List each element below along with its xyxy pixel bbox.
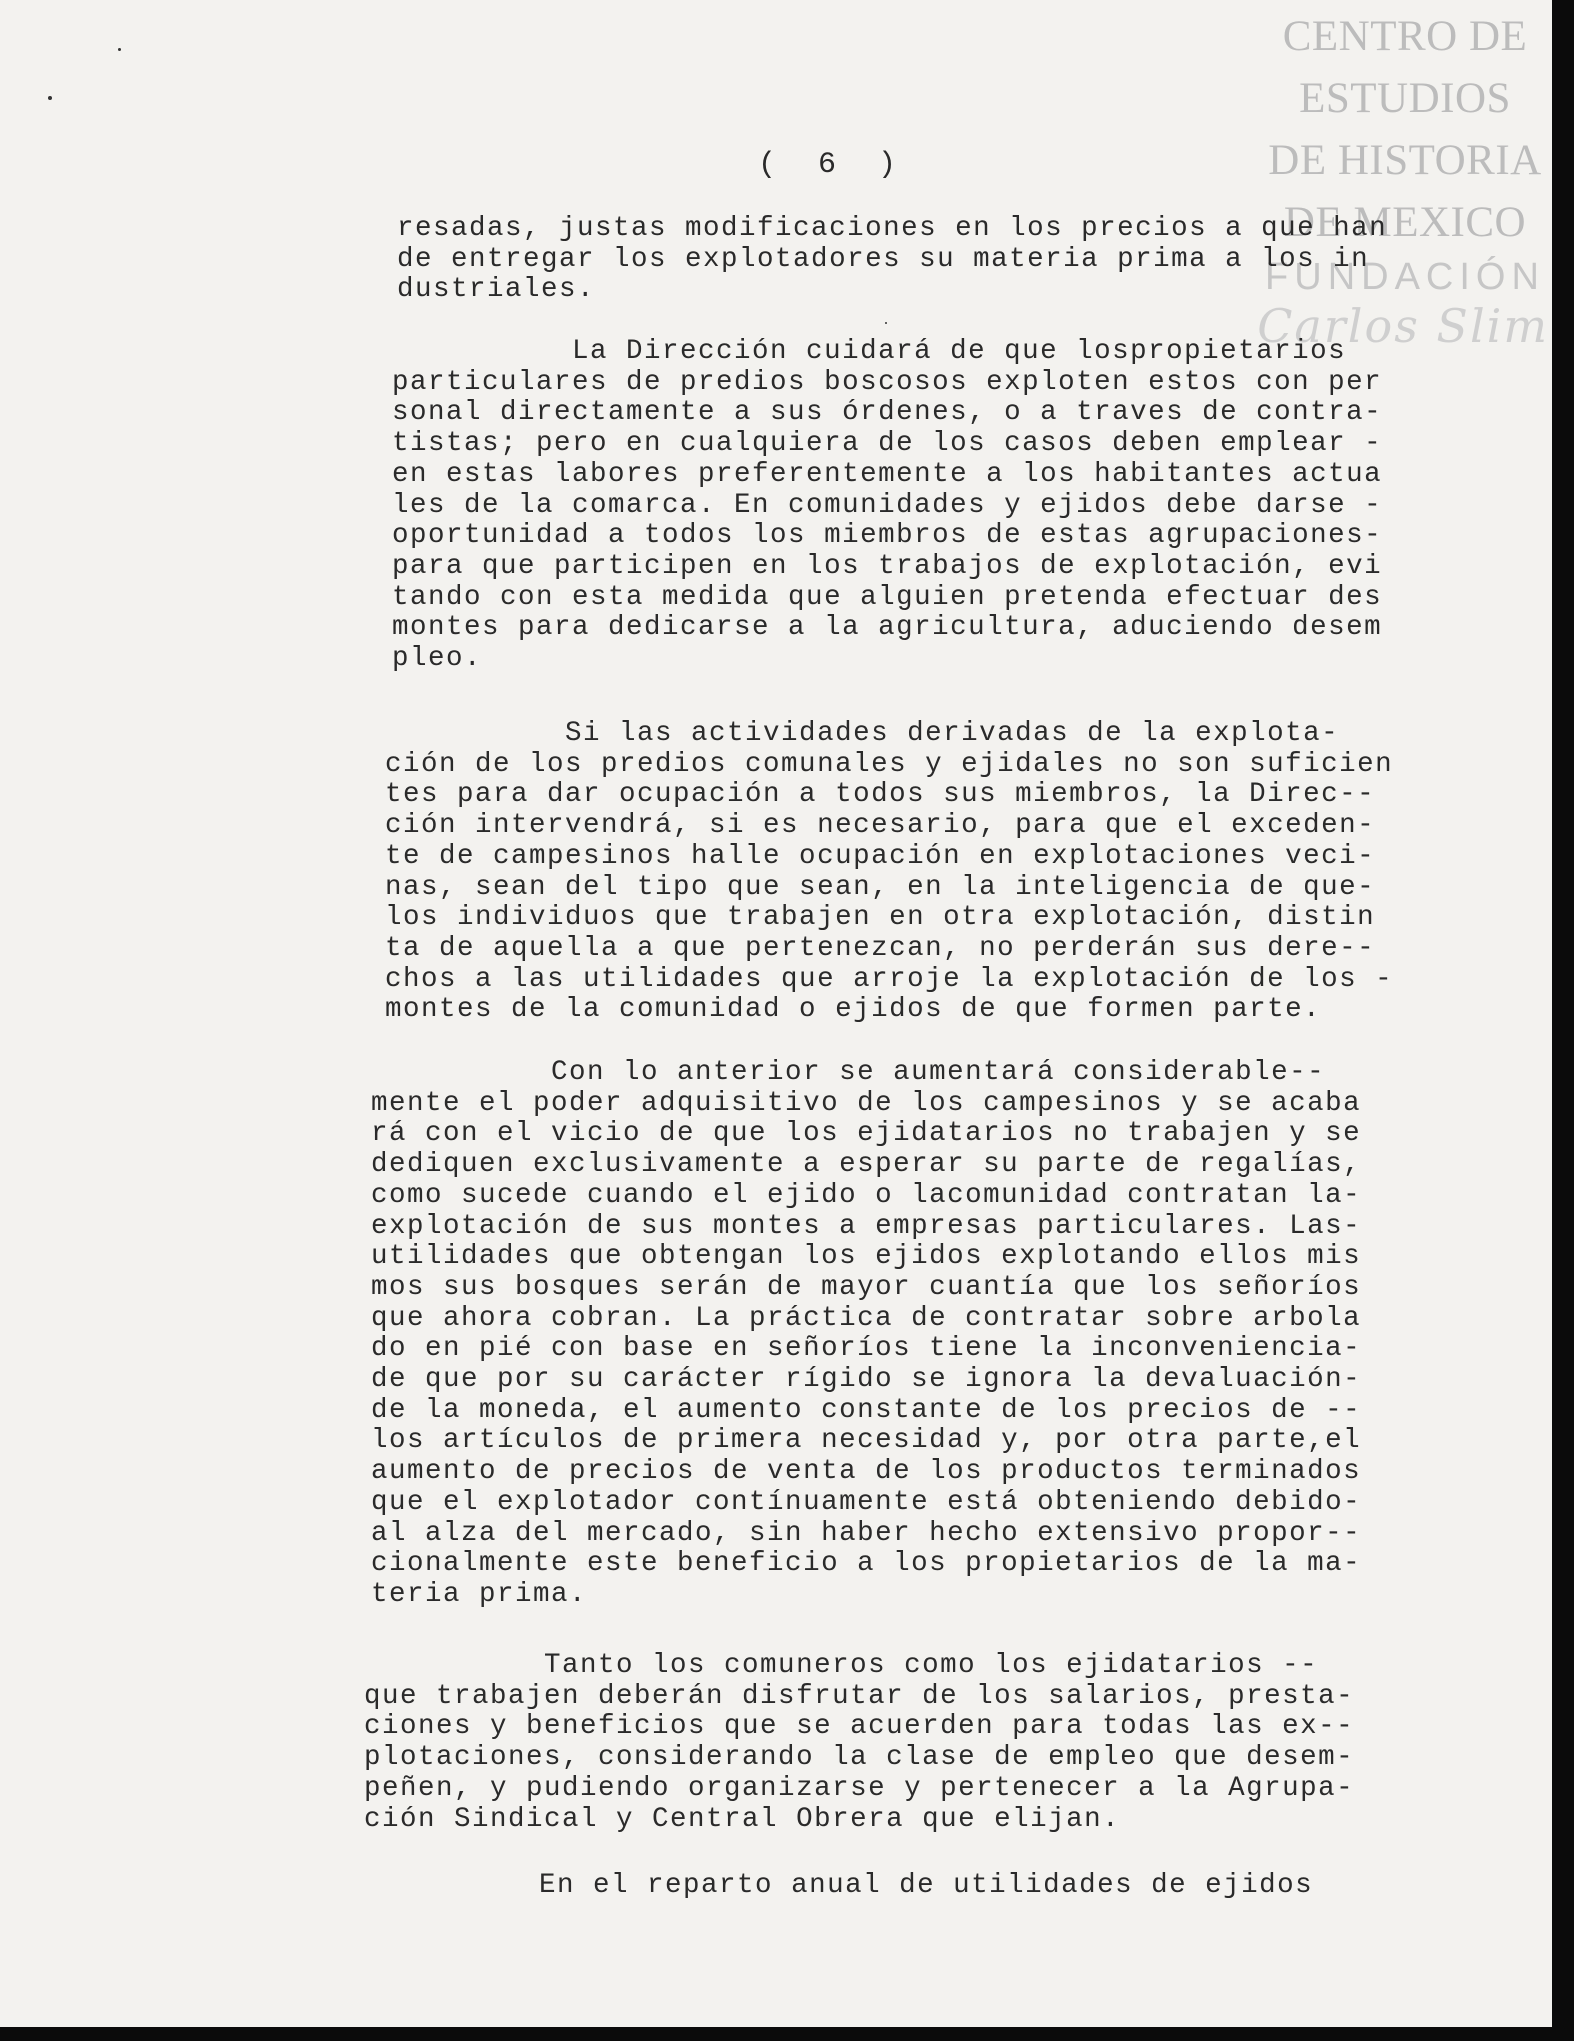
- paragraph-6: [359, 1871, 1313, 1902]
- text-line: montes de la comunidad o ejidos de que formen parte.: [385, 994, 1322, 1026]
- scan-edge-right: [1552, 0, 1574, 2041]
- text-line: ciones y beneficios que se acuerden para todas las ex--: [364, 1711, 1355, 1743]
- watermark-foundation: FUNDACIÓN: [1265, 256, 1545, 298]
- watermark-line: CENTRO DE: [1282, 13, 1528, 60]
- text-line: de que por su carácter rígido se ignora la devaluación-: [371, 1364, 1362, 1396]
- text-line: pleo.: [392, 643, 483, 675]
- text-line: tistas; pero en cualquiera de los casos deben emplear -: [392, 428, 1383, 460]
- text-line: rá con el vicio de que los ejidatarios no trabajen y se: [371, 1118, 1362, 1150]
- text-line: cionalmente este beneficio a los propietarios de la ma-: [371, 1548, 1362, 1580]
- text-line: teria prima.: [371, 1578, 588, 1610]
- text-line: chos a las utilidades que arroje la explotación de los -: [385, 963, 1394, 995]
- text-line: utilidades que obtengan los ejidos explotando ellos mis: [371, 1241, 1362, 1273]
- text-line: Si las actividades derivadas de la explota-: [385, 718, 1340, 749]
- text-line: les de la comarca. En comunidades y ejidos debe darse -: [392, 489, 1383, 521]
- text-line: peñen, y pudiendo organizarse y pertenecer a la Agrupa-: [364, 1772, 1355, 1804]
- text-line: La Dirección cuidará de que lospropietarios: [392, 336, 1347, 367]
- text-line: aumento de precios de venta de los productos terminados: [371, 1456, 1362, 1488]
- text-line: resadas, justas modificaciones en los precios a que han: [397, 213, 1388, 244]
- text-line: que trabajen deberán disfrutar de los salarios, presta-: [364, 1680, 1355, 1712]
- text-line: que el explotador contínuamente está obteniendo debido-: [371, 1486, 1362, 1518]
- text-line: mente el poder adquisitivo de los campesinos y se acaba: [371, 1087, 1362, 1119]
- text-line: En el reparto anual de utilidades de ejidos: [359, 1870, 1314, 1901]
- text-line: ta de aquella a que pertenezcan, no perderán sus dere--: [385, 932, 1376, 964]
- text-line: ción intervendrá, si es necesario, para que el exceden-: [385, 810, 1376, 842]
- text-line: al alza del mercado, sin haber hecho extensivo propor--: [371, 1517, 1362, 1549]
- text-line: como sucede cuando el ejido o lacomunidad contratan la-: [371, 1179, 1362, 1211]
- scan-speck: [48, 96, 52, 100]
- text-line: te de campesinos halle ocupación en explotaciones veci-: [385, 840, 1376, 872]
- text-line: sonal directamente a sus órdenes, o a traves de contra-: [392, 397, 1383, 429]
- watermark-signature: Carlos Slim: [1257, 299, 1549, 353]
- text-line: dediquen exclusivamente a esperar su parte de regalías,: [371, 1149, 1362, 1181]
- text-line: los artículos de primera necesidad y, por otra parte,el: [371, 1425, 1362, 1457]
- text-line: mos sus bosques serán de mayor cuantía que los señoríos: [371, 1271, 1362, 1303]
- text-line: explotación de sus montes a empresas particulares. Las-: [371, 1210, 1362, 1242]
- scan-speck: [118, 48, 121, 51]
- paragraph-5: [364, 1651, 1354, 1835]
- scan-speck: [885, 322, 887, 324]
- paragraph-3: [385, 719, 1393, 1026]
- text-line: que ahora cobran. La práctica de contratar sobre arbola: [371, 1302, 1362, 1334]
- watermark-line: DE HISTORIA: [1268, 137, 1542, 184]
- text-line: plotaciones, considerando la clase de empleo que desem-: [364, 1742, 1355, 1774]
- page-number: ( 6 ): [758, 148, 899, 182]
- paragraph-1: [397, 214, 1387, 306]
- text-line: ción Sindical y Central Obrera que elijan.: [364, 1803, 1121, 1835]
- text-line: Tanto los comuneros como los ejidatarios --: [364, 1650, 1319, 1681]
- text-line: de la moneda, el aumento constante de los precios de --: [371, 1394, 1362, 1426]
- text-line: montes para dedicarse a la agricultura, aduciendo desem: [392, 612, 1383, 644]
- text-line: para que participen en los trabajos de explotación, evi: [392, 550, 1383, 582]
- text-line: oportunidad a todos los miembros de estas agrupaciones-: [392, 520, 1383, 552]
- paragraph-2: [392, 337, 1382, 675]
- text-line: los individuos que trabajen en otra explotación, distin: [385, 902, 1376, 934]
- text-line: Con lo anterior se aumentará considerable--: [371, 1057, 1326, 1088]
- text-line: nas, sean del tipo que sean, en la inteligencia de que-: [385, 871, 1376, 903]
- paragraph-4: [371, 1058, 1361, 1611]
- text-line: de entregar los explotadores su materia prima a los in: [397, 243, 1370, 275]
- text-line: ción de los predios comunales y ejidales no son suficien: [385, 748, 1394, 780]
- text-line: tes para dar ocupación a todos sus miembros, la Direc--: [385, 779, 1376, 811]
- text-line: particulares de predios boscosos exploten estos con per: [392, 366, 1383, 398]
- text-line: tando con esta medida que alguien pretenda efectuar des: [392, 581, 1383, 613]
- text-line: do en pié con base en señoríos tiene la inconveniencia-: [371, 1333, 1362, 1365]
- scan-edge-bottom: [0, 2027, 1574, 2041]
- watermark-line: ESTUDIOS: [1299, 75, 1511, 122]
- text-line: en estas labores preferentemente a los habitantes actua: [392, 458, 1383, 490]
- watermark-line: DE MEXICO: [1283, 199, 1527, 246]
- text-line: dustriales.: [397, 274, 596, 306]
